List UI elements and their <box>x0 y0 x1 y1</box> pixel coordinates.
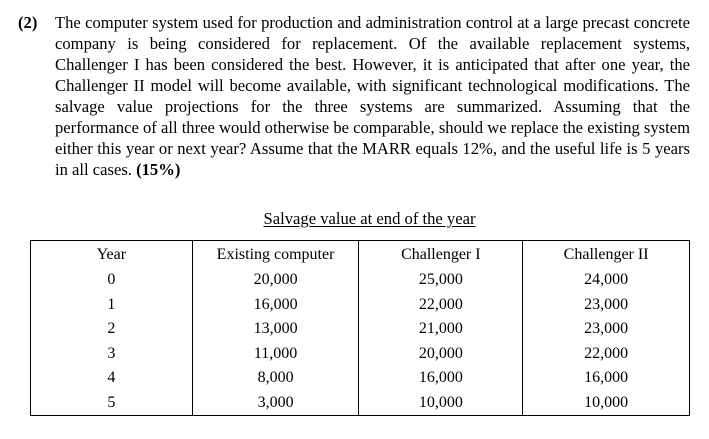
header-year: Year <box>31 241 193 269</box>
table-caption: Salvage value at end of the year <box>263 209 476 228</box>
cell-existing: 16,000 <box>192 293 359 318</box>
salvage-value-table <box>30 240 690 416</box>
cell-existing: 8,000 <box>192 366 359 391</box>
problem-text: The computer system used for production and administration control at a large precast concrete company is being considered for replacement. Of the available replacement systems, Challenger I has been considered the best. However, it is anticipated that after one year, the Challenger II model will become available, with significant technological modifications. The salvage value projections for the three systems are summarized. Assuming that the performance of all three would otherwise be comparable, should we replace the existing system either this year or next year? Assume that the MARR equals 12%, and the useful life is 5 years in all cases. <box>55 13 690 179</box>
cell-challenger-1: 25,000 <box>359 268 523 293</box>
cell-challenger-2: 22,000 <box>523 342 690 367</box>
cell-challenger-2: 23,000 <box>523 293 690 318</box>
cell-existing: 13,000 <box>192 317 359 342</box>
cell-year: 2 <box>31 317 193 342</box>
cell-challenger-1: 16,000 <box>359 366 523 391</box>
cell-challenger-1: 20,000 <box>359 342 523 367</box>
header-challenger-1: Challenger I <box>359 241 523 269</box>
cell-year: 1 <box>31 293 193 318</box>
problem-statement <box>18 12 690 180</box>
cell-year: 3 <box>31 342 193 367</box>
table-caption-container <box>0 208 709 229</box>
cell-challenger-1: 22,000 <box>359 293 523 318</box>
table-row <box>31 391 690 416</box>
header-challenger-2: Challenger II <box>523 241 690 269</box>
cell-existing: 20,000 <box>192 268 359 293</box>
cell-challenger-1: 10,000 <box>359 391 523 416</box>
table-row <box>31 366 690 391</box>
cell-challenger-2: 10,000 <box>523 391 690 416</box>
cell-challenger-2: 16,000 <box>523 366 690 391</box>
problem-body <box>55 12 690 180</box>
header-existing-computer: Existing computer <box>192 241 359 269</box>
table-row <box>31 268 690 293</box>
table-header-row <box>31 241 690 269</box>
cell-year: 0 <box>31 268 193 293</box>
table-row <box>31 317 690 342</box>
cell-challenger-2: 24,000 <box>523 268 690 293</box>
problem-number: (2) <box>18 13 38 32</box>
cell-existing: 11,000 <box>192 342 359 367</box>
cell-existing: 3,000 <box>192 391 359 416</box>
cell-challenger-2: 23,000 <box>523 317 690 342</box>
table-row <box>31 293 690 318</box>
table-row <box>31 342 690 367</box>
cell-year: 5 <box>31 391 193 416</box>
cell-year: 4 <box>31 366 193 391</box>
cell-challenger-1: 21,000 <box>359 317 523 342</box>
problem-marks: (15%) <box>136 160 181 179</box>
